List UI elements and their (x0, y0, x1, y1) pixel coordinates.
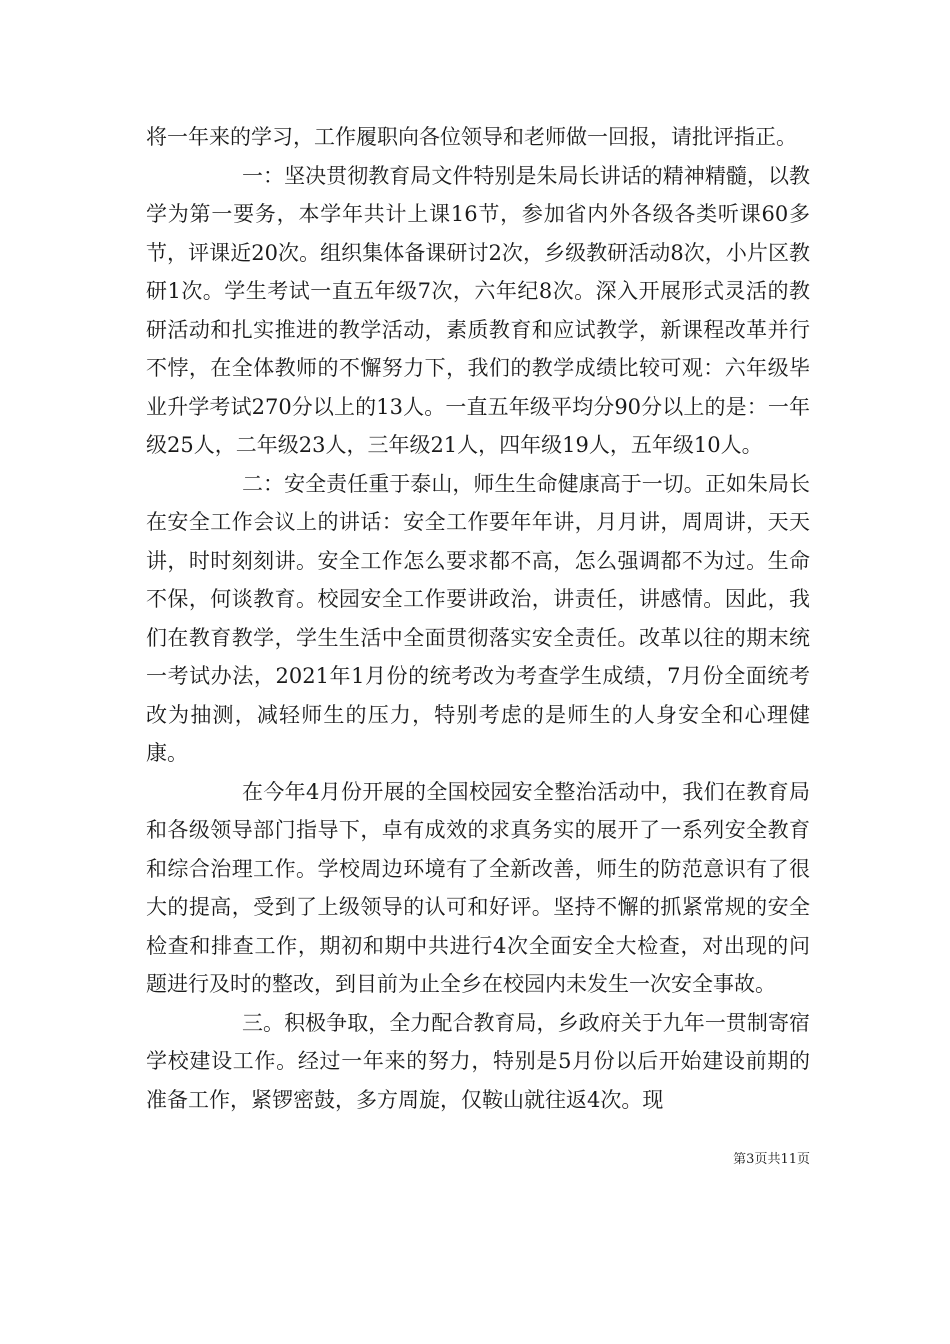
paragraph-continuation: 将一年来的学习，工作履职向各位领导和老师做一回报，请批评指正。 (146, 125, 797, 149)
page-number: 第3页共11页 (733, 1152, 810, 1167)
paragraph-section-two: 二：安全责任重于泰山，师生生命健康高于一切。正如朱局长在安全工作会议上的讲话：安全工作要年年讲，月月讲，周周讲，天天讲，时时刻刻讲。安全工作怎么要求都不高，怎么强调都不为过。生命不保，何谈教育。校园安全工作要讲政治，讲责任，讲感情。因此，我们在教育教学，学生生活中全面贯彻落实安全责任。改革以往的期末统一考试办法，2021年1月份的统考改为考查学生成绩，7月份全面统考改为抽测，减轻师生的压力，特别考虑的是师生的人身安全和心理健康。 (146, 471, 810, 765)
paragraph-campus-safety: 在今年4月份开展的全国校园安全整治活动中，我们在教育局和各级领导部门指导下，卓有成效的求真务实的展开了一系列安全教育和综合治理工作。学校周边环境有了全新改善，师生的防范意识有了很大的提高，受到了上级领导的认可和好评。坚持不懈的抓紧常规的安全检查和排查工作，期初和期中共进行4次全面安全大检查，对出现的问题进行及时的整改，到目前为止全乡在校园内未发生一次安全事故。 (146, 779, 810, 996)
paragraph-section-three: 三。积极争取，全力配合教育局，乡政府关于九年一贯制寄宿学校建设工作。经过一年来的努力，特别是5月份以后开始建设前期的准备工作，紧锣密鼓，多方周旋，仅鞍山就往返4次。现 (146, 1010, 810, 1112)
document-body (146, 118, 810, 1119)
paragraph-section-one: 一：坚决贯彻教育局文件特别是朱局长讲话的精神精髓，以教学为第一要务，本学年共计上课16节，参加省内外各级各类听课60多节，评课近20次。组织集体备课研讨2次，乡级教研活动8次，小片区教研1次。学生考试一直五年级7次，六年纪8次。深入开展形式灵活的教研活动和扎实推进的教学活动，素质教育和应试教学，新课程改革并行不悖，在全体教师的不懈努力下，我们的教学成绩比较可观：六年级毕业升学考试270分以上的13人。一直五年级平均分90分以上的是：一年级25人，二年级23人，三年级21人，四年级19人，五年级10人。 (146, 163, 810, 457)
